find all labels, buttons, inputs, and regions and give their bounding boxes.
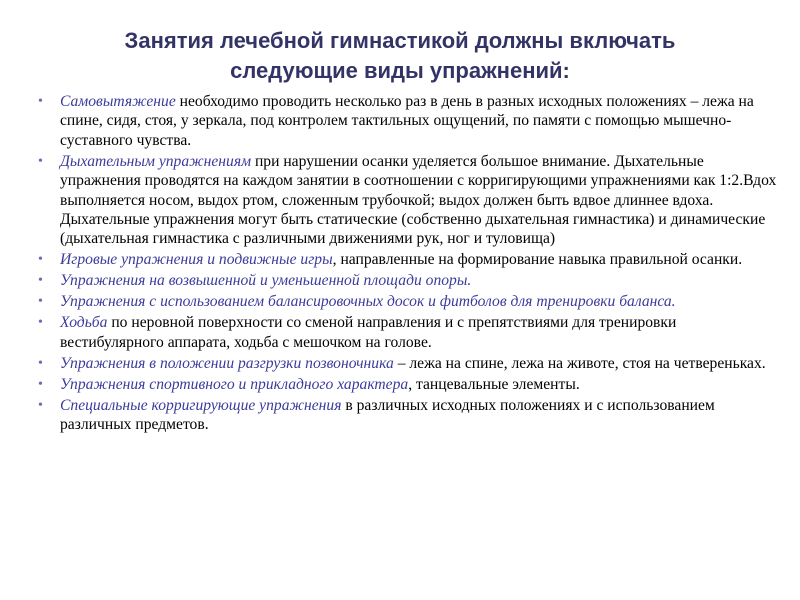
item-highlight: Самовытяжение <box>60 93 176 110</box>
bullet-icon: • <box>38 355 43 371</box>
item-text: , танцевальные элементы. <box>408 375 580 393</box>
list-item <box>38 354 778 373</box>
list-item <box>38 250 778 269</box>
item-highlight: Упражнения с использованием балансировочных досок и фитболов для тренировки баланса. <box>60 293 676 311</box>
bullet-icon: • <box>38 252 43 268</box>
item-highlight: Специальные корригирующие упражнения <box>60 396 342 414</box>
item-text: по неровной поверхности со сменой направления и с препятствиями для тренировки вестибулярного аппарата, ходьба с мешочком на голове. <box>60 314 677 351</box>
list-item <box>38 313 778 352</box>
bullet-icon: • <box>38 294 43 310</box>
list-item <box>38 271 778 290</box>
item-highlight: Упражнения спортивного и прикладного характера <box>60 375 409 393</box>
list-item <box>38 92 778 150</box>
item-text: – лежа на спине, лежа на животе, стоя на четвереньках. <box>393 354 766 372</box>
item-text: в различных исходных положениях и с использованием различных предметов. <box>60 396 715 434</box>
item-highlight: Дыхательным упражнениям <box>60 152 252 170</box>
item-highlight: Упражнения в положении разгрузки позвоночника <box>60 354 394 372</box>
item-text: , направленные на формирование навыка правильной осанки. <box>332 251 743 269</box>
item-text: необходимо проводить несколько раз в день в разных исходных положениях – лежа на спине, сидя, стоя, у зеркала, под контролем тактильных ощущений, по памяти с помощью мышечно-суставного чувства. <box>60 93 754 149</box>
bullet-icon: • <box>38 94 43 109</box>
bullet-icon: • <box>38 153 43 169</box>
item-highlight: Игровые упражнения и подвижные игры <box>60 251 333 269</box>
list-item <box>38 375 778 394</box>
list-item <box>38 396 778 435</box>
bullet-icon: • <box>38 273 43 289</box>
item-highlight: Упражнения на возвышенной и уменьшенной площади опоры. <box>60 272 472 290</box>
bullet-icon: • <box>38 376 43 392</box>
title-line-1: Занятия лечебной гимнастикой должны включать <box>124 28 676 53</box>
exercise-list <box>38 92 778 436</box>
title-line-2: следующие виды упражнений: <box>230 58 570 83</box>
bullet-icon: • <box>38 397 43 413</box>
item-text: при нарушении осанки уделяется большое внимание. Дыхательные упражнения проводятся на каждом занятии в соотношении с корригирующими упражнениями как 1:2.Вдох выполняется носом, выдох ртом, сложенным трубочкой; выдох должен быть вдвое длиннее вдоха. Дыхательные упражнения могут быть статические (собственно дыхательная гимнастика) и динамические (дыхательная гимнастика с различными движениями рук, ног и туловища) <box>60 152 777 248</box>
bullet-icon: • <box>38 315 43 331</box>
list-item <box>38 152 778 249</box>
slide-title <box>40 26 760 86</box>
list-item <box>38 292 778 311</box>
item-highlight: Ходьба <box>60 314 108 332</box>
